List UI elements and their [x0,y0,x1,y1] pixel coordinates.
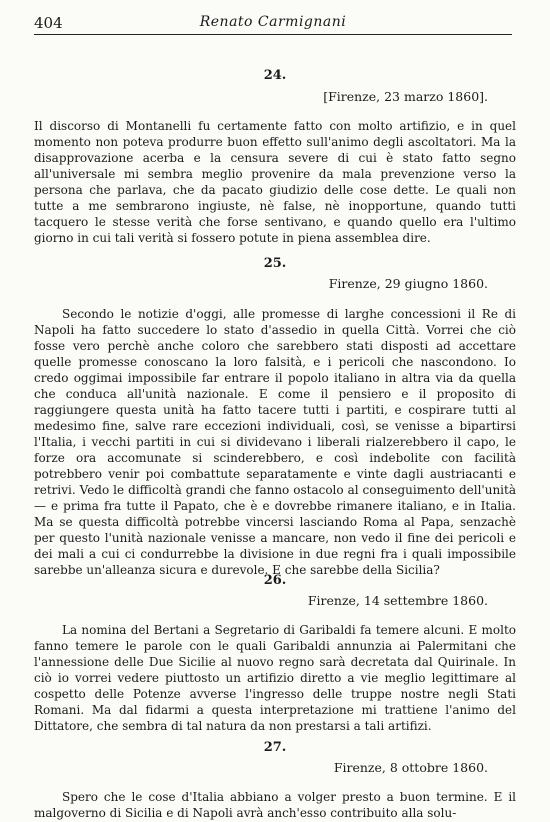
letter-number: 25. [263,256,287,271]
letter-dateline: [Firenze, 23 marzo 1860]. [323,89,488,104]
letter-dateline: Firenze, 8 ottobre 1860. [333,760,488,775]
page-number: 404 [34,14,63,32]
running-head-author: Renato Carmignani [199,14,347,30]
letter-body: Secondo le notizie d'oggi, alle promesse di larghe concessioni il Re di Napoli ha fatto succedere lo stato d'assedio in quella Città. Vorrei che ciò fosse vero perchè anche coloro che sarebbero stati disposti ad accettare quelle promesse conoscano la loro falsità, e i pericoli che nascondono. Io credo oggimai impossibile far entrare il popolo italiano in altra via da quella che conduca all'unità nazionale. E come il pensiero e il proposito di raggiungere questa unità ha fatto tacere tutti i partiti, e cospirare tutti al medesimo fine, salve rare eccezioni individuali, così, se venisse a bipartirsi l'Italia, i vecchi partiti in cui si dividevano i liberali rialzerebbero il capo, le forze ora accomunate si scinderebbero, e così indebolite con facilità potrebbero venir poi combattute separatamente e vinte dagli austriacanti e retrivi. Vedo le difficoltà grandi che fanno ostacolo al conseguimento dell'unità — e prima fra tutte il Papato, che è e dovrebbe rimanere italiano, e in Italia. Ma se questa difficoltà potrebbe vincersi lasciando Roma al Papa, senzachè per questo l'unità nazionale venisse a mancare, non vedo il fine dei pericoli e dei mali a cui ci condurrebbe la divisione in due regni fra i quali impossibile sarebbe un'alleanza sicura e durevole. E che sarebbe della Sicilia? [34,307,516,577]
letter-body: Il discorso di Montanelli fu certamente fatto con molto artifizio, e in quel momento non poteva produrre buon effetto sull'animo degli ascoltatori. Ma la disapprovazione acerba e la censura severe di cui è stato fatto segno all'universale mi sembra meglio provenire da mala prevenzione verso la persona che parlava, che da pacato giudizio delle cose dette. Le quali non tutte a me sembrarono ingiuste, nè false, nè inopportune, quando tutti tacquero le stesse verità che forse sentivano, e quando quello era l'ultimo giorno in cui tali verità si fossero potute in piena assemblea dire. [34,119,516,245]
letter-dateline: Firenze, 29 giugno 1860. [328,276,488,291]
letter-dateline: Firenze, 14 settembre 1860. [307,593,488,608]
running-header [34,12,512,35]
letter-number: 24. [263,68,287,83]
letter-number: 26. [263,573,287,588]
letter-body: La nomina del Bertani a Segretario di Garibaldi fa temere alcuni. E molto fanno temere le parole con le quali Garibaldi annunzia ai Palermitani che l'annessione delle Due Sicilie al nuovo regno sarà decretata dal Quirinale. In ciò io vorrei vedere piuttosto un artifizio diretto a vie meglio legittimare al cospetto delle Potenze avverse l'ingresso delle truppe nostre negli Stati Romani. Ma dal fidarmi a questa interpretazione mi trattiene l'animo del Dittatore, che sembra di tal natura da non prestarsi a tali artifizi. [34,623,516,733]
letter-number: 27. [263,740,287,755]
letter-body: Spero che le cose d'Italia abbiano a volger presto a buon termine. E il malgoverno di Sicilia e di Napoli avrà anch'esso contribuito alla solu- [34,790,516,820]
